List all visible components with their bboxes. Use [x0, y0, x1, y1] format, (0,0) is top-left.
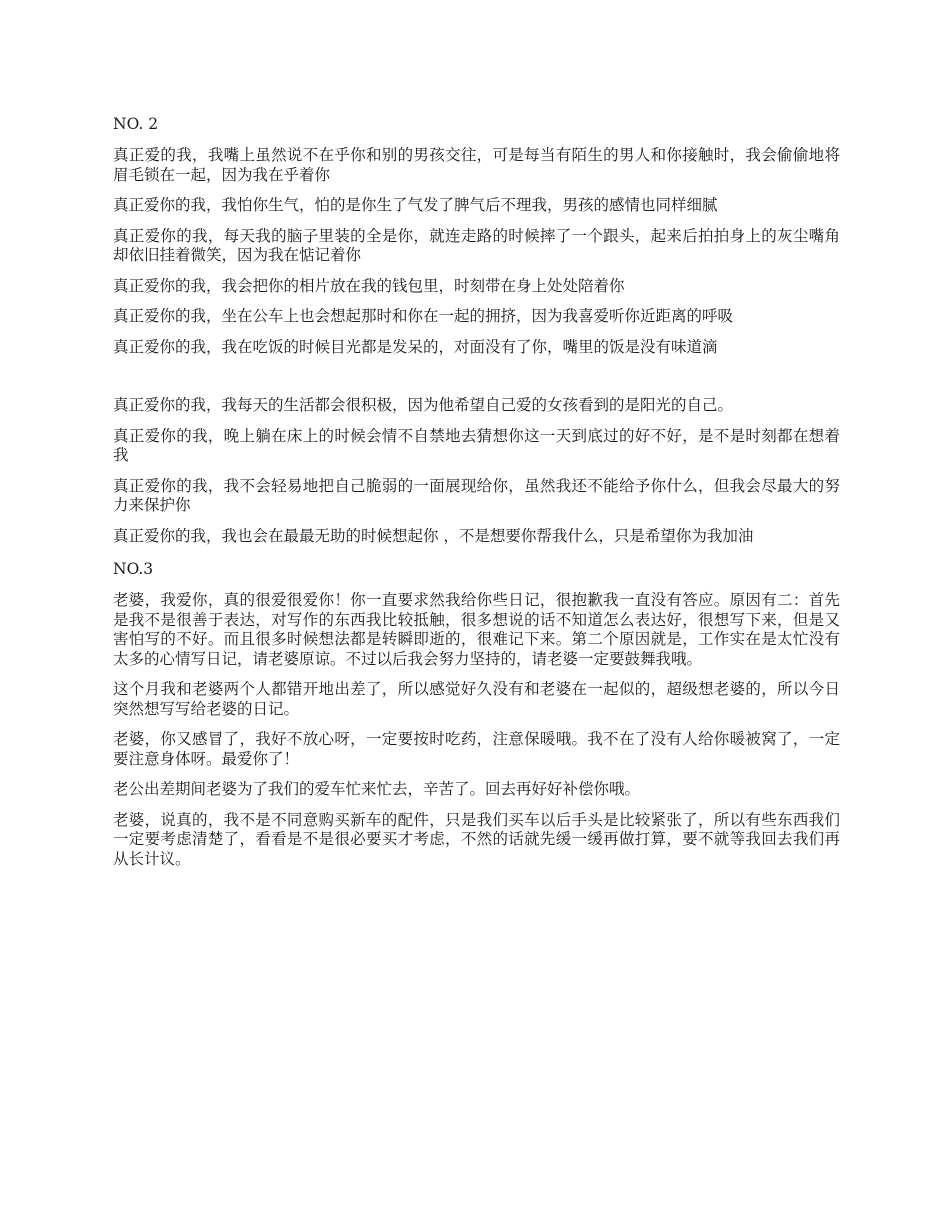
document-page — [113, 112, 840, 880]
paragraph: 真正爱你的我，我会把你的相片放在我的钱包里，时刻带在身上处处陪着你 — [113, 276, 625, 295]
paragraph: 真正爱你的我，坐在公车上也会想起那时和你在一起的拥挤，因为我喜爱听你近距离的呼吸 — [113, 307, 734, 325]
paragraph: 真正爱你的我，我不会轻易地把自己脆弱的一面展现给你，虽然我还不能给予你什么，但我会尽最大的努力来保护你 — [113, 476, 840, 514]
paragraph: 老婆，我爱你，真的很爱很爱你！你一直要求然我给你些日记，很抱歉我一直没有答应。原因有二：首先是我不是很善于表达，对写作的东西我比较抵触，很多想说的话不知道怎么表达好，很想写下来，但是又害怕写的不好。而且很多时候想法都是转瞬即逝的，很难记下来。第二个原因就是，工作实在是太忙没有太多的心情写日记，请老婆原谅。不过以后我会努力坚持的，请老婆一定要鼓舞我哦。 — [113, 591, 840, 668]
paragraph: 真正爱的我，我嘴上虽然说不在乎你和别的男孩交往，可是每当有陌生的男人和你接触时，我会偷偷地将眉毛锁在一起，因为我在乎着你 — [113, 146, 840, 184]
section-heading-no2: NO. 2 — [113, 115, 159, 133]
paragraph: 真正爱你的我，我也会在最最无助的时候想起你 ，不是想要你帮我什么，只是希望你为我加油 — [113, 526, 754, 545]
paragraph: 老公出差期间老婆为了我们的爱车忙来忙去，辛苦了。回去再好好补偿你哦。 — [113, 780, 641, 798]
paragraph: 真正爱你的我，我在吃饭的时候目光都是发呆的，对面没有了你，嘴里的饭是没有味道滴 — [113, 337, 718, 356]
paragraph: 这个月我和老婆两个人都错开地出差了，所以感觉好久没有和老婆在一起似的，超级想老婆的，所以今日突然想写写给老婆的日记。 — [113, 680, 840, 718]
paragraph: 真正爱你的我，晚上躺在床上的时候会情不自禁地去猜想你这一天到底过的好不好，是不是时刻都在想着我 — [113, 426, 840, 464]
blank-line — [113, 368, 840, 396]
paragraph: 老婆，你又感冒了，我好不放心呀，一定要按时吃药，注意保暖哦。我不在了没有人给你暖被窝了，一定要注意身体呀。最爱你了！ — [113, 730, 840, 768]
paragraph: 老婆，说真的，我不是不同意购买新车的配件，只是我们买车以后手头是比较紧张了，所以有些东西我们一定要考虑清楚了，看看是不是很必要买才考虑，不然的话就先缓一缓再做打算，要不就等我回去我们再从长计议。 — [113, 810, 840, 868]
paragraph: 真正爱你的我，每天我的脑子里装的全是你，就连走路的时候摔了一个跟头，起来后拍拍身上的灰尘嘴角却依旧挂着微笑，因为我在惦记着你 — [113, 226, 840, 264]
section-heading-no3: NO.3 — [113, 560, 154, 578]
paragraph: 真正爱你的我，我每天的生活都会很积极，因为他希望自己爱的女孩看到的是阳光的自己。 — [113, 396, 734, 414]
paragraph: 真正爱你的我，我怕你生气，怕的是你生了气发了脾气后不理我，男孩的感情也同样细腻 — [113, 196, 718, 214]
